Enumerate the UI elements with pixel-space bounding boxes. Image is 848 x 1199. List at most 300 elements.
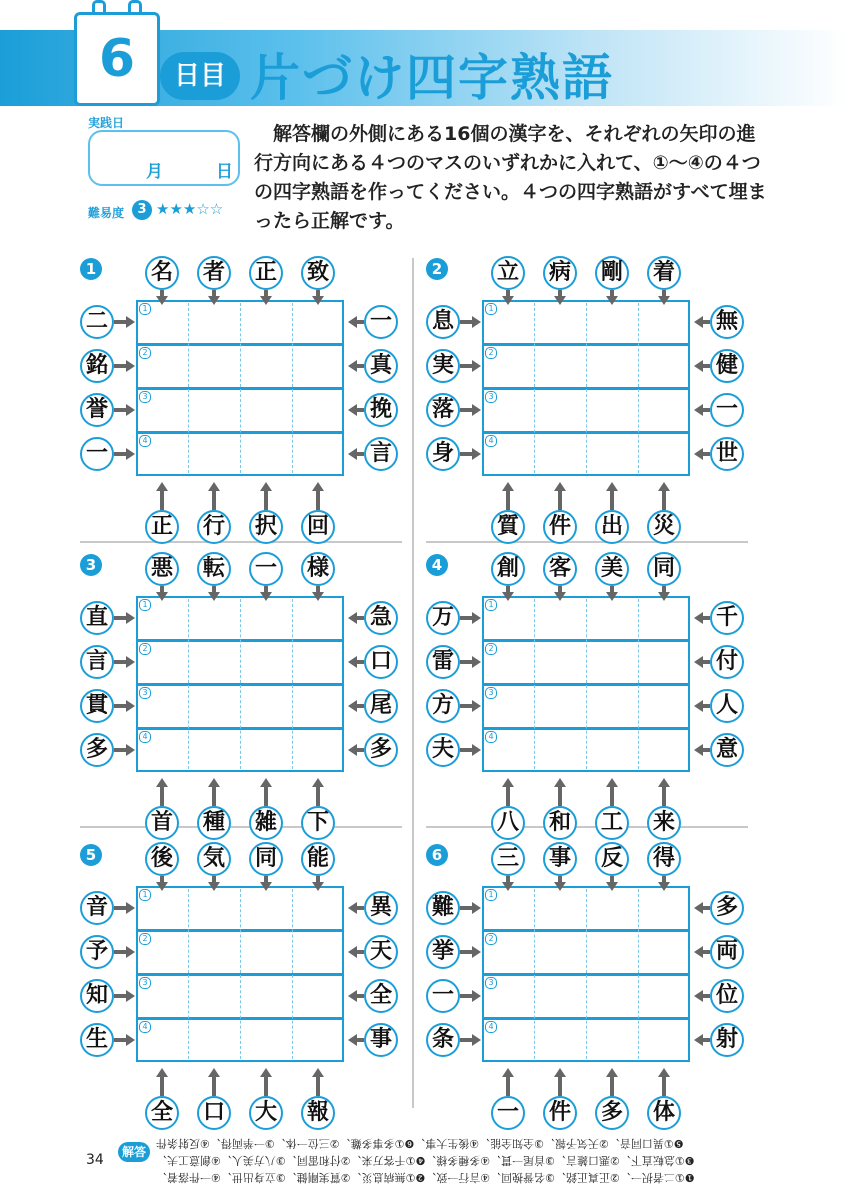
arrow-stem: [558, 1077, 562, 1096]
answer-cell[interactable]: [242, 347, 290, 385]
column-divider: [638, 889, 639, 1059]
answer-cell[interactable]: [588, 391, 636, 429]
answer-cell[interactable]: [640, 391, 688, 429]
answer-cell[interactable]: [536, 933, 584, 971]
arrow-stem: [662, 787, 666, 806]
answer-cell[interactable]: [242, 599, 290, 637]
top-kanji-tile[interactable]: 三: [491, 842, 525, 876]
arrow-stem: [558, 787, 562, 806]
column-divider: [240, 889, 241, 1059]
top-kanji-tile[interactable]: 病: [543, 256, 577, 290]
column-divider: [586, 303, 587, 473]
arrow-stem: [114, 950, 126, 954]
answer-cell[interactable]: [588, 643, 636, 681]
up-arrow-icon: [606, 778, 618, 787]
answer-cell[interactable]: [640, 599, 688, 637]
left-kanji-tile[interactable]: 身: [426, 437, 460, 471]
right-kanji-tile[interactable]: 異: [364, 891, 398, 925]
column-divider: [188, 889, 189, 1059]
right-kanji-tile[interactable]: 多: [364, 733, 398, 767]
top-kanji-tile[interactable]: 剛: [595, 256, 629, 290]
arrow-stem: [264, 491, 268, 510]
answer-cell[interactable]: [294, 889, 342, 927]
up-arrow-icon: [260, 1068, 272, 1077]
answer-cell[interactable]: [640, 889, 688, 927]
down-arrow-icon: [554, 296, 566, 305]
puzzle-number: 2: [426, 258, 448, 280]
down-arrow-icon: [606, 882, 618, 891]
right-kanji-tile[interactable]: 付: [710, 645, 744, 679]
right-arrow-icon: [126, 448, 135, 460]
right-kanji-tile[interactable]: 多: [710, 891, 744, 925]
down-arrow-icon: [260, 882, 272, 891]
answer-cell[interactable]: [294, 303, 342, 341]
row-number: 4: [139, 1021, 151, 1033]
right-kanji-tile[interactable]: 口: [364, 645, 398, 679]
left-kanji-tile[interactable]: 息: [426, 305, 460, 339]
down-arrow-icon: [606, 592, 618, 601]
answer-cell[interactable]: [294, 977, 342, 1015]
answer-cell[interactable]: [536, 303, 584, 341]
month-label: 月: [146, 162, 163, 182]
arrow-stem: [460, 1038, 472, 1042]
right-arrow-icon: [126, 1034, 135, 1046]
row-number: 4: [139, 731, 151, 743]
top-kanji-tile[interactable]: 事: [543, 842, 577, 876]
answer-cell[interactable]: [190, 889, 238, 927]
vertical-divider: [412, 258, 414, 1108]
bottom-kanji-tile[interactable]: 首: [145, 806, 179, 840]
right-arrow-icon: [126, 990, 135, 1002]
top-kanji-tile[interactable]: 様: [301, 552, 335, 586]
arrow-stem: [460, 660, 472, 664]
right-kanji-tile[interactable]: 射: [710, 1023, 744, 1057]
row-number: 2: [139, 933, 151, 945]
right-kanji-tile[interactable]: 位: [710, 979, 744, 1013]
bottom-kanji-tile[interactable]: 種: [197, 806, 231, 840]
arrow-stem: [356, 616, 364, 620]
bottom-kanji-tile[interactable]: 件: [543, 1096, 577, 1130]
answer-cell[interactable]: [190, 435, 238, 473]
top-kanji-tile[interactable]: 転: [197, 552, 231, 586]
bottom-kanji-tile[interactable]: 行: [197, 510, 231, 544]
answer-cell[interactable]: [536, 347, 584, 385]
row-number: 1: [485, 889, 497, 901]
up-arrow-icon: [156, 482, 168, 491]
answer-badge: 解答: [118, 1142, 150, 1162]
down-arrow-icon: [658, 882, 670, 891]
top-kanji-tile[interactable]: 反: [595, 842, 629, 876]
top-kanji-tile[interactable]: 立: [491, 256, 525, 290]
right-kanji-tile[interactable]: 真: [364, 349, 398, 383]
top-kanji-tile[interactable]: 気: [197, 842, 231, 876]
right-kanji-tile[interactable]: 事: [364, 1023, 398, 1057]
arrow-stem: [114, 452, 126, 456]
right-arrow-icon: [472, 612, 481, 624]
row-number: 2: [139, 643, 151, 655]
top-kanji-tile[interactable]: 着: [647, 256, 681, 290]
answer-cell[interactable]: [536, 599, 584, 637]
answer-cell[interactable]: [242, 731, 290, 769]
down-arrow-icon: [208, 592, 220, 601]
answer-cell[interactable]: [294, 599, 342, 637]
arrow-stem: [356, 950, 364, 954]
row-number: 2: [485, 347, 497, 359]
bottom-kanji-tile[interactable]: 災: [647, 510, 681, 544]
left-kanji-tile[interactable]: 雷: [426, 645, 460, 679]
arrow-stem: [460, 994, 472, 998]
answer-cell[interactable]: [294, 391, 342, 429]
answer-cell[interactable]: [190, 391, 238, 429]
arrow-stem: [506, 491, 510, 510]
row-number: 3: [139, 977, 151, 989]
left-kanji-tile[interactable]: 挙: [426, 935, 460, 969]
arrow-stem: [610, 491, 614, 510]
bottom-kanji-tile[interactable]: 下: [301, 806, 335, 840]
arrow-stem: [356, 994, 364, 998]
down-arrow-icon: [156, 882, 168, 891]
row-number: 1: [139, 889, 151, 901]
right-kanji-tile[interactable]: 急: [364, 601, 398, 635]
answer-cell[interactable]: [294, 347, 342, 385]
left-kanji-tile[interactable]: 落: [426, 393, 460, 427]
right-kanji-tile[interactable]: 両: [710, 935, 744, 969]
right-kanji-tile[interactable]: 全: [364, 979, 398, 1013]
left-kanji-tile[interactable]: 夫: [426, 733, 460, 767]
arrow-stem: [356, 704, 364, 708]
row-number: 3: [485, 391, 497, 403]
arrow-stem: [662, 491, 666, 510]
answer-cell[interactable]: [588, 599, 636, 637]
bottom-kanji-tile[interactable]: 件: [543, 510, 577, 544]
arrow-stem: [702, 364, 710, 368]
answer-cell[interactable]: [190, 1021, 238, 1059]
arrow-stem: [702, 704, 710, 708]
answer-cell[interactable]: [640, 687, 688, 725]
top-kanji-tile[interactable]: 者: [197, 256, 231, 290]
left-kanji-tile[interactable]: 予: [80, 935, 114, 969]
difficulty-label: 難易度: [88, 206, 125, 220]
arrow-stem: [114, 994, 126, 998]
right-arrow-icon: [472, 902, 481, 914]
column-divider: [240, 599, 241, 769]
down-arrow-icon: [502, 592, 514, 601]
arrow-stem: [356, 364, 364, 368]
answer-cell[interactable]: [242, 933, 290, 971]
top-kanji-tile[interactable]: 客: [543, 552, 577, 586]
arrow-stem: [114, 906, 126, 910]
up-arrow-icon: [658, 778, 670, 787]
page-number: 34: [86, 1152, 104, 1168]
up-arrow-icon: [502, 482, 514, 491]
answer-cell[interactable]: [190, 643, 238, 681]
answer-cell[interactable]: [588, 435, 636, 473]
arrow-stem: [114, 616, 126, 620]
top-kanji-tile[interactable]: 悪: [145, 552, 179, 586]
left-kanji-tile[interactable]: 二: [80, 305, 114, 339]
answer-cell[interactable]: [242, 1021, 290, 1059]
bottom-kanji-tile[interactable]: 雑: [249, 806, 283, 840]
down-arrow-icon: [208, 882, 220, 891]
row-number: 3: [485, 977, 497, 989]
top-kanji-tile[interactable]: 後: [145, 842, 179, 876]
answer-cell[interactable]: [242, 391, 290, 429]
right-arrow-icon: [472, 700, 481, 712]
arrow-stem: [610, 1077, 614, 1096]
arrow-stem: [610, 787, 614, 806]
down-arrow-icon: [502, 882, 514, 891]
row-number: 2: [485, 643, 497, 655]
answer-cell[interactable]: [294, 435, 342, 473]
answer-cell[interactable]: [588, 977, 636, 1015]
answer-cell[interactable]: [640, 933, 688, 971]
answer-cell[interactable]: [588, 303, 636, 341]
answer-cell[interactable]: [588, 1021, 636, 1059]
answer-cell[interactable]: [536, 687, 584, 725]
down-arrow-icon: [658, 296, 670, 305]
up-arrow-icon: [658, 482, 670, 491]
bottom-kanji-tile[interactable]: 工: [595, 806, 629, 840]
answer-cell[interactable]: [640, 643, 688, 681]
right-arrow-icon: [472, 656, 481, 668]
right-kanji-tile[interactable]: 健: [710, 349, 744, 383]
down-arrow-icon: [312, 296, 324, 305]
top-kanji-tile[interactable]: 能: [301, 842, 335, 876]
day-label-small: 日: [216, 162, 233, 182]
answer-cell[interactable]: [640, 1021, 688, 1059]
left-kanji-tile[interactable]: 万: [426, 601, 460, 635]
bottom-kanji-tile[interactable]: 回: [301, 510, 335, 544]
arrow-stem: [702, 950, 710, 954]
left-kanji-tile[interactable]: 方: [426, 689, 460, 723]
top-kanji-tile[interactable]: 得: [647, 842, 681, 876]
left-kanji-tile[interactable]: 生: [80, 1023, 114, 1057]
answer-cell[interactable]: [242, 435, 290, 473]
top-kanji-tile[interactable]: 正: [249, 256, 283, 290]
day-number-box: 6: [74, 12, 160, 106]
left-kanji-tile[interactable]: 条: [426, 1023, 460, 1057]
answer-cell[interactable]: [588, 889, 636, 927]
bottom-kanji-tile[interactable]: 正: [145, 510, 179, 544]
right-kanji-tile[interactable]: 一: [710, 393, 744, 427]
arrow-stem: [460, 748, 472, 752]
bottom-kanji-tile[interactable]: 八: [491, 806, 525, 840]
bottom-kanji-tile[interactable]: 大: [249, 1096, 283, 1130]
right-arrow-icon: [126, 360, 135, 372]
right-arrow-icon: [472, 404, 481, 416]
answer-cell[interactable]: [640, 347, 688, 385]
column-divider: [292, 889, 293, 1059]
row-number: 4: [485, 731, 497, 743]
right-kanji-tile[interactable]: 人: [710, 689, 744, 723]
answer-cell[interactable]: [242, 889, 290, 927]
down-arrow-icon: [312, 592, 324, 601]
down-arrow-icon: [156, 592, 168, 601]
arrow-stem: [114, 408, 126, 412]
arrow-stem: [316, 787, 320, 806]
arrow-stem: [506, 787, 510, 806]
arrow-stem: [316, 1077, 320, 1096]
arrow-stem: [114, 320, 126, 324]
row-number: 3: [139, 687, 151, 699]
answer-cell[interactable]: [294, 643, 342, 681]
up-arrow-icon: [208, 778, 220, 787]
answer-cell[interactable]: [640, 977, 688, 1015]
answer-cell[interactable]: [536, 889, 584, 927]
answer-line: ❶①二者択一、②正真正銘、③名誉挽回、④言行一致、❷①無病息災、②質実剛健、③立身出世、④一件落着、: [156, 1171, 695, 1184]
answer-cell[interactable]: [242, 303, 290, 341]
left-kanji-tile[interactable]: 貫: [80, 689, 114, 723]
bottom-kanji-tile[interactable]: 体: [647, 1096, 681, 1130]
left-kanji-tile[interactable]: 一: [80, 437, 114, 471]
column-divider: [638, 303, 639, 473]
arrow-stem: [212, 1077, 216, 1096]
top-kanji-tile[interactable]: 一: [249, 552, 283, 586]
bottom-kanji-tile[interactable]: 質: [491, 510, 525, 544]
right-kanji-tile[interactable]: 挽: [364, 393, 398, 427]
top-kanji-tile[interactable]: 同: [249, 842, 283, 876]
bottom-kanji-tile[interactable]: 出: [595, 510, 629, 544]
right-arrow-icon: [126, 612, 135, 624]
answer-cell[interactable]: [536, 977, 584, 1015]
left-kanji-tile[interactable]: 直: [80, 601, 114, 635]
left-kanji-tile[interactable]: 実: [426, 349, 460, 383]
right-kanji-tile[interactable]: 無: [710, 305, 744, 339]
row-number: 1: [485, 303, 497, 315]
arrow-stem: [662, 1077, 666, 1096]
left-kanji-tile[interactable]: 誉: [80, 393, 114, 427]
arrow-stem: [460, 616, 472, 620]
top-kanji-tile[interactable]: 美: [595, 552, 629, 586]
answer-cell[interactable]: [242, 687, 290, 725]
top-kanji-tile[interactable]: 創: [491, 552, 525, 586]
horizontal-divider: [80, 826, 402, 828]
left-kanji-tile[interactable]: 言: [80, 645, 114, 679]
answer-cell[interactable]: [536, 435, 584, 473]
bottom-kanji-tile[interactable]: 全: [145, 1096, 179, 1130]
bottom-kanji-tile[interactable]: 一: [491, 1096, 525, 1130]
right-kanji-tile[interactable]: 尾: [364, 689, 398, 723]
left-kanji-tile[interactable]: 銘: [80, 349, 114, 383]
puzzle-number: 5: [80, 844, 102, 866]
answer-cell[interactable]: [588, 347, 636, 385]
date-box[interactable]: [88, 130, 240, 186]
left-kanji-tile[interactable]: 多: [80, 733, 114, 767]
answer-cell[interactable]: [536, 391, 584, 429]
puzzle-number: 6: [426, 844, 448, 866]
left-kanji-tile[interactable]: 難: [426, 891, 460, 925]
arrow-stem: [160, 491, 164, 510]
answer-cell[interactable]: [294, 731, 342, 769]
answer-cell[interactable]: [588, 933, 636, 971]
row-number: 2: [485, 933, 497, 945]
answer-cell[interactable]: [536, 643, 584, 681]
puzzle-number: 4: [426, 554, 448, 576]
answer-cell[interactable]: [242, 977, 290, 1015]
arrow-stem: [460, 906, 472, 910]
right-kanji-tile[interactable]: 千: [710, 601, 744, 635]
answer-cell[interactable]: [190, 347, 238, 385]
arrow-stem: [212, 787, 216, 806]
bottom-kanji-tile[interactable]: 口: [197, 1096, 231, 1130]
arrow-stem: [558, 491, 562, 510]
right-arrow-icon: [472, 1034, 481, 1046]
left-kanji-tile[interactable]: 一: [426, 979, 460, 1013]
answer-cell[interactable]: [640, 435, 688, 473]
column-divider: [292, 599, 293, 769]
answer-cell[interactable]: [536, 731, 584, 769]
arrow-stem: [264, 1077, 268, 1096]
bottom-kanji-tile[interactable]: 択: [249, 510, 283, 544]
answer-cell[interactable]: [536, 1021, 584, 1059]
arrow-stem: [702, 320, 710, 324]
column-divider: [188, 599, 189, 769]
answer-cell[interactable]: [190, 933, 238, 971]
practice-date-label: 実践日: [88, 116, 125, 130]
right-kanji-tile[interactable]: 一: [364, 305, 398, 339]
answer-line: ❸①急転直下、②悪口雑言、③首尾一貫、④多種多様、❹①千客万来、②付和雷同、③八方美人、④創意工夫、: [156, 1154, 695, 1167]
answer-cell[interactable]: [640, 731, 688, 769]
right-kanji-tile[interactable]: 世: [710, 437, 744, 471]
arrow-stem: [460, 452, 472, 456]
arrow-stem: [702, 748, 710, 752]
answer-cell[interactable]: [294, 687, 342, 725]
answer-cell[interactable]: [294, 1021, 342, 1059]
top-kanji-tile[interactable]: 同: [647, 552, 681, 586]
top-kanji-tile[interactable]: 致: [301, 256, 335, 290]
row-number: 1: [485, 599, 497, 611]
answer-cell[interactable]: [190, 977, 238, 1015]
bottom-kanji-tile[interactable]: 報: [301, 1096, 335, 1130]
right-kanji-tile[interactable]: 意: [710, 733, 744, 767]
answer-cell[interactable]: [640, 303, 688, 341]
arrow-stem: [114, 1038, 126, 1042]
answer-cell[interactable]: [588, 687, 636, 725]
column-divider: [586, 889, 587, 1059]
answer-cell[interactable]: [190, 731, 238, 769]
arrow-stem: [114, 660, 126, 664]
right-arrow-icon: [126, 656, 135, 668]
up-arrow-icon: [606, 482, 618, 491]
column-divider: [188, 303, 189, 473]
bottom-kanji-tile[interactable]: 多: [595, 1096, 629, 1130]
answer-cell[interactable]: [588, 731, 636, 769]
arrow-stem: [702, 906, 710, 910]
right-arrow-icon: [126, 902, 135, 914]
left-kanji-tile[interactable]: 音: [80, 891, 114, 925]
right-kanji-tile[interactable]: 言: [364, 437, 398, 471]
top-kanji-tile[interactable]: 名: [145, 256, 179, 290]
answer-cell[interactable]: [190, 303, 238, 341]
left-kanji-tile[interactable]: 知: [80, 979, 114, 1013]
right-arrow-icon: [472, 360, 481, 372]
right-arrow-icon: [472, 448, 481, 460]
answer-cell[interactable]: [294, 933, 342, 971]
answer-cell[interactable]: [190, 687, 238, 725]
right-kanji-tile[interactable]: 天: [364, 935, 398, 969]
up-arrow-icon: [606, 1068, 618, 1077]
puzzle-number: 1: [80, 258, 102, 280]
answer-cell[interactable]: [190, 599, 238, 637]
bottom-kanji-tile[interactable]: 和: [543, 806, 577, 840]
up-arrow-icon: [502, 1068, 514, 1077]
up-arrow-icon: [312, 482, 324, 491]
right-arrow-icon: [126, 316, 135, 328]
answer-cell[interactable]: [242, 643, 290, 681]
column-divider: [534, 599, 535, 769]
bottom-kanji-tile[interactable]: 来: [647, 806, 681, 840]
arrow-stem: [160, 787, 164, 806]
